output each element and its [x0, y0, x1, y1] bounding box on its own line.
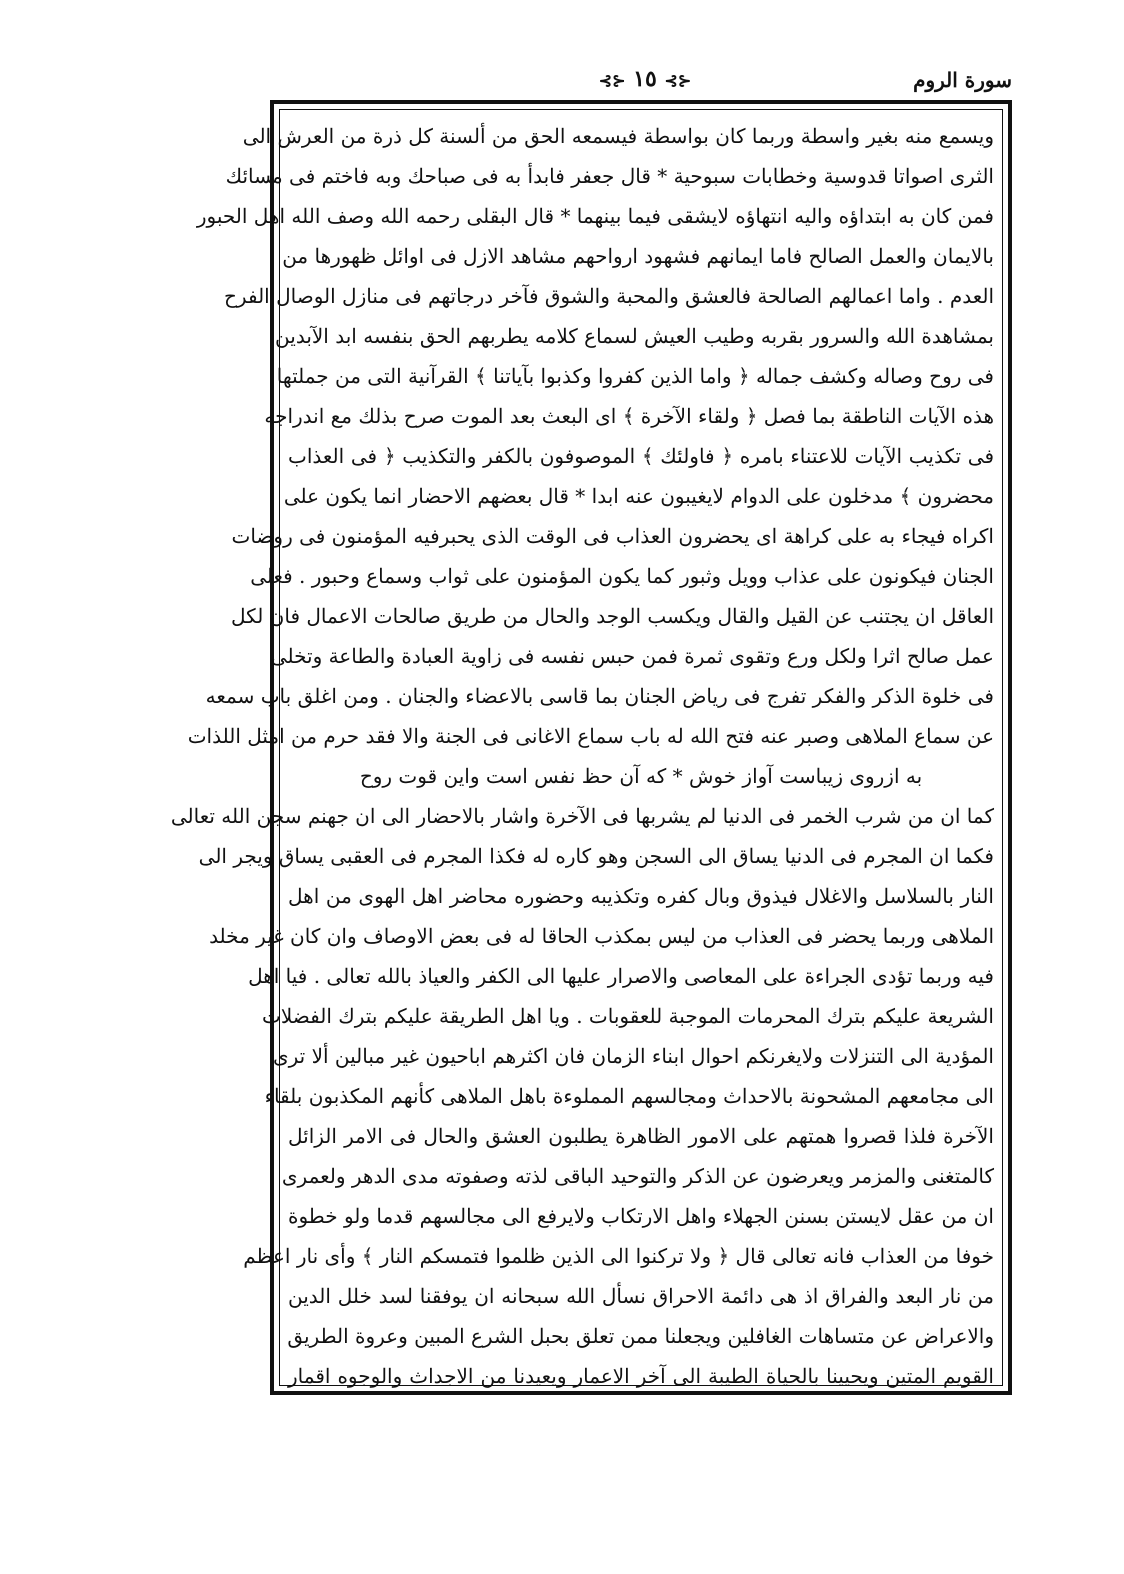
text-line: بالايمان والعمل الصالح فاما ايمانهم فشهود ارواحهم مشاهد الازل فى اوائل ظهورها من [282, 244, 994, 268]
text-line: فى تكذيب الآيات للاعتناء بامره ﴿ فاولئك ﴾ الموصوفون بالكفر والتكذيب ﴿ فى العذاب [288, 444, 994, 468]
text-line: فيه وربما تؤدى الجراءة على المعاصى والاصرار عليها الى الكفر والعياذ بالله تعالى . فيا اهل [248, 964, 994, 988]
surah-name: سورة الروم [913, 68, 1012, 92]
text-frame [170, 100, 1012, 1395]
text-line: خوفا من العذاب فانه تعالى قال ﴿ ولا تركنوا الى الذين ظلموا فتمسكم النار ﴾ وأى نار اعظم [243, 1244, 994, 1268]
ornament-left: ⊰⊱ [598, 71, 626, 90]
text-line: عمل صالح اثرا ولكل ورع وتقوى ثمرة فمن حبس نفسه فى زاوية العبادة والطاعة وتخلى [270, 644, 994, 668]
verse-line: به ازروى زيباست آواز خوش * كه آن حظ نفس است واين قوت روح [359, 764, 923, 788]
text-body [170, 116, 994, 1396]
text-line: النار بالسلاسل والاغلال فيذوق وبال كفره وتكذيبه وحضوره محاضر اهل الهوى من اهل [288, 884, 994, 908]
text-line: القويم المتين ويحيينا بالحياة الطيبة الى آخر الاعمار ويعيدنا من الاجداث والوجوه اقمار [288, 1364, 994, 1388]
text-line: كالمتغنى والمزمر ويعرضون عن الذكر والتوحيد الباقى لذته وصفوته مدى الدهر ولعمرى [281, 1164, 994, 1188]
text-line: من نار البعد والفراق اذ هى دائمة الاحراق نسأل الله سبحانه ان يوفقنا لسد خلل الدين [288, 1284, 994, 1308]
text-line: المؤدية الى التنزلات ولايغرنكم احوال ابناء الزمان فان اكثرهم اباحيون غير مبالين ألا ترى [272, 1044, 994, 1068]
text-line: فى خلوة الذكر والفكر تفرج فى رياض الجنان بما قاسى بالاعضاء والجنان . ومن اغلق باب سمعه [205, 684, 994, 708]
text-line: فمن كان به ابتداؤه واليه انتهاؤه لايشقى فيما بينهما * قال البقلى رحمه الله وصف الله اهل الحبور [196, 204, 994, 228]
text-line: الجنان فيكونون على عذاب وويل وثبور كما يكون المؤمنون على ثواب وسماع وحبور . فعلى [250, 564, 994, 588]
page-number: ١٥ [633, 66, 657, 92]
text-line: ان من عقل لايستن بسنن الجهلاء واهل الارتكاب ولايرفع الى مجالسهم قدما ولو خطوة [288, 1204, 994, 1228]
text-line: والاعراض عن متساهات الغافلين ويجعلنا ممن تعلق بحبل الشرع المبين وعروة الطريق [287, 1324, 994, 1348]
text-frame-inner [170, 109, 1003, 1388]
text-line: فى روح وصاله وكشف جماله ﴿ واما الذين كفروا وكذبوا بآياتنا ﴾ القرآنية التى من جملتها [276, 364, 994, 388]
ornament-right: ⊰⊱ [664, 71, 692, 90]
text-line: الى مجامعهم المشحونة بالاحداث ومجالسهم المملوءة باهل الملاهى كأنهم المكذبون بلقاء [264, 1084, 994, 1108]
text-line: الملاهى وربما يحضر فى العذاب من ليس بمكذب الحاقا له فى بعض الاوصاف وان كان غير مخلد [209, 924, 994, 948]
text-line: بمشاهدة الله والسرور بقربه وطيب العيش لسماع كلامه يطربهم الحق بنفسه ابد الآبدين [275, 324, 994, 348]
page-number-block [570, 66, 720, 92]
text-line: فكما ان المجرم فى الدنيا يساق الى السجن وهو كاره له فكذا المجرم فى العقبى يساق ويجر الى [198, 844, 994, 868]
text-line: ويسمع منه بغير واسطة وربما كان بواسطة فيسمعه الحق من ألسنة كل ذرة من العرش الى [242, 124, 994, 148]
text-line: الشريعة عليكم بترك المحرمات الموجبة للعقوبات . ويا اهل الطريقة عليكم بترك الفضلات [262, 1004, 994, 1028]
text-line: العاقل ان يجتنب عن القيل والقال ويكسب الوجد والحال من طريق صالحات الاعمال فان لكل [231, 604, 994, 628]
text-line: محضرون ﴾ مدخلون على الدوام لايغيبون عنه ابدا * قال بعضهم الاحضار انما يكون على [283, 484, 994, 508]
text-line: هذه الآيات الناطقة بما فصل ﴿ ولقاء الآخرة ﴾ اى البعث بعد الموت صرح بذلك مع اندراجه [264, 404, 994, 428]
text-line: الآخرة فلذا قصروا همتهم على الامور الظاهرة يطلبون العشق والحال فى الامر الزائل [288, 1124, 994, 1148]
page-header [270, 66, 1012, 98]
text-line: العدم . واما اعمالهم الصالحة فالعشق والمحبة والشوق فآخر درجاتهم فى منازل الوصال الفرح [224, 284, 994, 308]
text-line: كما ان من شرب الخمر فى الدنيا لم يشربها فى الآخرة واشار بالاحضار الى ان جهنم سجن الله تعالى [170, 804, 994, 828]
text-line: الثرى اصواتا قدوسية وخطابات سبوحية * قال جعفر فابدأ به فى صباحك وبه فاختم فى مسائك [225, 164, 994, 188]
text-line: عن سماع الملاهى وصبر عنه فتح الله له باب سماع الاغانى فى الجنة والا فقد حرم من امثل اللذات [187, 724, 994, 748]
text-line: اكراه فيجاء به على كراهة اى يحضرون العذاب فى الوقت الذى يحبرفيه المؤمنون فى روضات [231, 524, 994, 548]
